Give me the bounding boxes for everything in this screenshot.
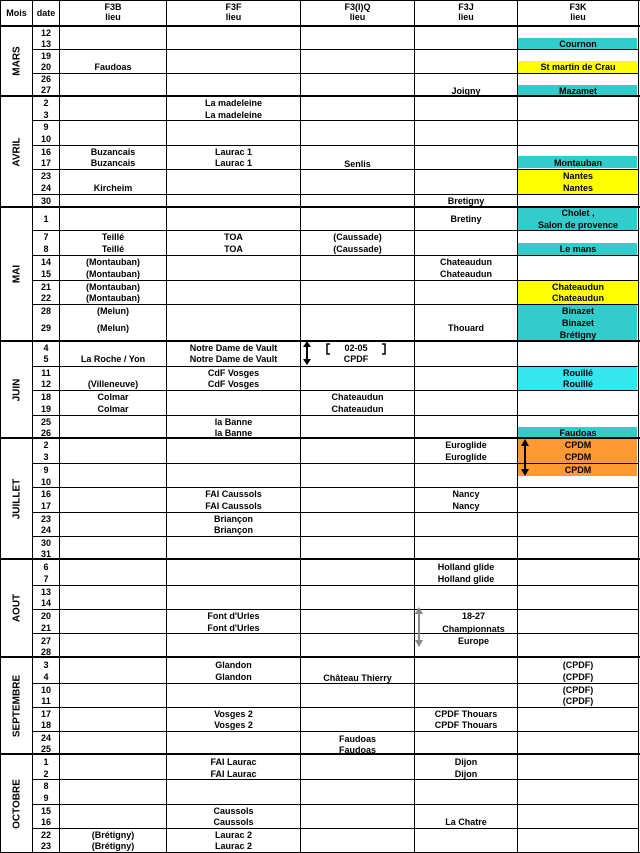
f3b-entry: (Montauban) [86,269,140,279]
date-cell: 8 [43,781,49,791]
date-cell: 9 [43,122,49,132]
f3k-entry: St martin de Crau [540,62,616,72]
date-cell: 4 [43,672,49,682]
f3j-entry: Nancy [452,501,480,511]
date-cell: 6 [43,562,49,572]
f3k-entry: (CPDF) [562,660,594,670]
f3j-entry: Joigny [451,86,481,96]
date-cell: 10 [40,134,51,144]
f3j-entry: La Chatre [445,817,487,827]
f3q-entry: Senlis [344,159,371,169]
f3q-entry: CPDF [343,354,369,364]
date-cell: 11 [41,696,51,706]
f3f-entry: Laurac 2 [214,830,253,840]
date-cell: 7 [43,232,49,242]
f3k-entry: (CPDF) [562,696,594,706]
f3f-entry: Vosges 2 [214,709,253,719]
date-cell: 9 [43,465,49,475]
f3f-entry: Font d'Urles [207,623,260,633]
double-arrow-icon [300,341,414,366]
date-cell: 15 [40,269,51,279]
f3q-entry: Faudoas [338,734,376,744]
f3k-entry: Salon de provence [537,220,619,230]
date-cell: 24 [40,183,51,193]
f3b-entry: (Melun) [97,306,129,316]
date-cell: 16 [40,817,51,827]
f3b-entry: (Montauban) [86,282,140,292]
date-cell: 12 [40,379,51,389]
f3q-entry: Chateaudun [331,392,384,402]
f3j-entry: Bretigny [447,196,485,206]
date-cell: 18 [40,720,51,730]
f3f-entry: la Banne [214,417,253,427]
date-cell: 14 [40,257,51,267]
f3b-entry: Colmar [97,392,129,402]
date-cell: 5 [43,354,49,364]
f3j-entry: CPDF Thouars [434,709,498,719]
date-cell: 1 [43,757,49,767]
month-label: JUILLET [11,478,22,519]
f3b-entry: (Melun) [97,323,129,333]
f3f-entry: Notre Dame de Vault [189,343,278,353]
date-cell: 17 [40,709,51,719]
f3b-entry: (Brétigny) [91,841,135,851]
date-cell: 23 [40,171,51,181]
f3b-entry: (Brétigny) [91,830,135,840]
f3f-entry: Caussols [213,806,254,816]
month-label: SEPTEMBRE [11,674,22,737]
date-cell: 2 [43,769,49,779]
date-cell: 19 [40,51,51,61]
date-cell: 2 [43,440,49,450]
date-cell: 21 [40,282,51,292]
f3f-entry: Vosges 2 [214,720,253,730]
f3j-entry: Nancy [452,489,480,499]
f3k-entry: Binazet [561,318,594,328]
date-cell: 20 [40,62,51,72]
f3q-entry: Faudoas [338,745,376,755]
f3k-entry: Chateaudun [551,282,604,292]
f3f-entry: TOA [224,244,243,254]
f3j-entry: Euroglide [445,452,487,462]
date-cell: 16 [40,147,51,157]
date-cell: 19 [40,404,51,414]
f3f-entry: Laurac 1 [214,147,253,157]
f3f-entry: FAI Laurac [210,769,257,779]
f3b-entry: (Montauban) [86,293,140,303]
f3f-entry: Laurac 1 [214,158,253,168]
f3f-entry: TOA [224,232,243,242]
f3k-entry: Cholet , [561,208,595,218]
f3j-entry: Dijon [454,757,478,767]
f3k-entry: Faudoas [559,428,597,438]
date-cell: 17 [40,501,51,511]
date-cell: 26 [40,74,51,84]
date-cell: 27 [40,636,51,646]
f3k-entry: Rouillé [562,379,593,389]
f3q-entry: 02-05 [344,343,368,353]
date-cell: 21 [40,623,51,633]
f3f-entry: CdF Vosges [207,379,260,389]
f3k-entry: CPDM [564,440,592,450]
f3f-entry: Glandon [215,660,252,670]
f3j-entry: CPDF Thouars [434,720,498,730]
f3b-entry: Faudoas [94,62,132,72]
month-label: AOUT [11,593,22,623]
f3j-entry: Thouard [448,323,484,333]
f3f-entry: FAI Caussols [205,501,262,511]
f3k-entry: Mazamet [558,86,597,96]
f3f-entry: Laurac 2 [214,841,253,851]
date-cell: 24 [40,525,51,535]
f3q-entry: Chateaudun [331,404,384,414]
header-f3f: F3F lieu [225,2,242,22]
f3k-entry: Chateaudun [551,293,604,303]
f3k-entry: Rouillé [562,368,593,378]
f3b-entry: Buzancais [90,158,136,168]
date-cell: 3 [43,660,49,670]
date-cell: 13 [40,587,51,597]
date-cell: 25 [40,744,51,754]
date-cell: 30 [40,538,51,548]
f3f-entry: Briançon [213,525,253,535]
date-cell: 4 [43,343,49,353]
date-cell: 25 [40,417,51,427]
date-cell: 28 [40,306,51,316]
f3f-entry: Notre Dame de Vault [189,354,278,364]
date-cell: 24 [40,733,51,743]
f3f-entry: Caussols [213,817,254,827]
f3f-entry: Glandon [215,672,252,682]
header-date: date [36,8,56,18]
f3b-entry: Colmar [97,404,129,414]
month-label: MAI [11,264,22,284]
f3b-entry: Teillé [101,244,125,254]
f3k-entry: Nantes [562,183,593,193]
date-cell: 10 [40,477,51,487]
f3j-entry: Euroglide [445,440,487,450]
date-cell: 3 [43,110,49,120]
date-cell: 23 [40,841,51,851]
date-cell: 3 [43,452,49,462]
f3f-entry: la Banne [214,428,253,438]
date-cell: 28 [40,647,51,657]
f3k-entry: Nantes [562,171,593,181]
f3k-entry: Cournon [559,39,597,49]
date-cell: 14 [40,598,51,608]
f3b-entry: Kircheim [93,183,133,193]
month-label: JUIN [11,378,22,401]
f3j-entry: Europe [457,636,489,646]
f3b-entry: Teillé [101,232,125,242]
date-cell: 13 [40,39,51,49]
f3j-entry: Bretiny [450,214,482,224]
f3k-entry: Brétigny [559,330,597,340]
date-cell: 8 [43,244,49,254]
month-label: OCTOBRE [11,778,22,829]
f3f-entry: CdF Vosges [207,368,260,378]
header-f3q: F3(I)Q lieu [344,2,371,22]
date-cell: 16 [40,489,51,499]
date-cell: 26 [40,428,51,438]
date-cell: 17 [40,158,51,168]
date-cell: 31 [40,549,51,559]
date-cell: 23 [40,514,51,524]
f3q-entry: Château Thierry [323,673,392,683]
f3k-entry: CPDM [564,465,592,475]
f3j-entry: Holland glide [437,562,495,572]
date-cell: 27 [40,85,51,95]
header-f3j: F3J lieu [458,2,474,22]
f3b-entry: (Villeneuve) [87,379,139,389]
month-label: AVRIL [11,136,22,167]
f3j-entry: 18-27 [461,611,486,621]
double-arrow-icon [413,607,425,647]
f3j-entry: Dijon [454,769,478,779]
f3b-entry: La Roche / Yon [80,354,146,364]
f3k-entry: CPDM [564,452,592,462]
f3k-entry: Le mans [559,244,597,254]
date-cell: 7 [43,574,49,584]
f3f-entry: FAI Caussols [205,489,262,499]
date-cell: 18 [40,392,51,402]
f3f-entry: La madeleine [204,110,263,120]
f3j-entry: Holland glide [437,574,495,584]
f3j-entry: Chateaudun [439,269,492,279]
date-cell: 22 [40,293,51,303]
f3b-entry: Buzancais [90,147,136,157]
f3k-entry: Montauban [554,158,602,168]
f3q-entry: (Caussade) [333,244,382,254]
date-cell: 15 [40,806,51,816]
f3f-entry: La madeleine [204,98,263,108]
f3q-entry: (Caussade) [333,232,382,242]
header-f3b: F3B lieu [104,2,122,22]
f3k-entry: Binazet [561,306,594,316]
f3f-entry: Font d'Urles [207,611,260,621]
f3j-entry: Chateaudun [439,257,492,267]
f3f-entry: Briançon [213,514,253,524]
date-cell: 2 [43,98,49,108]
date-cell: 11 [41,368,51,378]
date-cell: 22 [40,830,51,840]
date-cell: 10 [40,685,51,695]
f3k-entry: (CPDF) [562,685,594,695]
month-label: MARS [11,46,22,76]
header-mois: Mois [6,8,27,18]
date-cell: 9 [43,793,49,803]
date-cell: 29 [40,323,51,333]
date-cell: 30 [40,196,51,206]
header-f3k: F3K lieu [569,2,587,22]
f3j-entry: Championnats [442,624,505,634]
date-cell: 1 [43,214,49,224]
f3k-entry: (CPDF) [562,672,594,682]
date-cell: 20 [40,611,51,621]
date-cell: 12 [40,28,51,38]
f3b-entry: (Montauban) [86,257,140,267]
double-arrow-icon [519,439,531,476]
f3f-entry: FAI Laurac [210,757,257,767]
